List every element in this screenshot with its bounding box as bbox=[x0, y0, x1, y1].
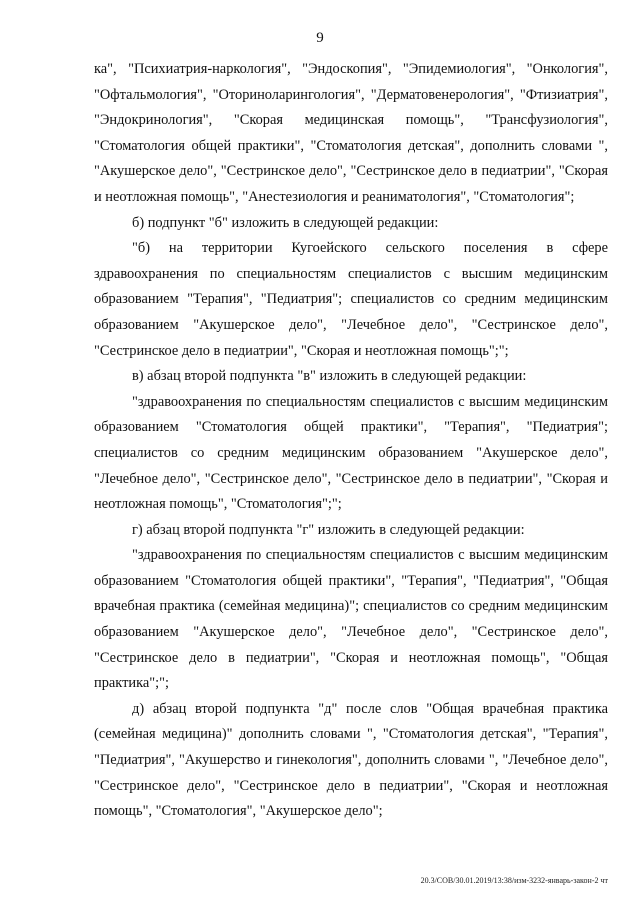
paragraph-g-text: "здравоохранения по специальностям специалистов с высшим медицинским образованием "Стоматология общей практики", "Терапия", "Педиатрия", "Общая врачебная практика (семейная медицина)"; специалистов со средним медицинским образованием "Акушерское дело", "Лечебное дело", "Сестринское дело", "Сестринское дело в педиатрии", "Скорая и неотложная помощь", "Общая практика";"; bbox=[94, 547, 608, 692]
paragraph-g-intro: г) абзац второй подпункта "г" изложить в следующей редакции: bbox=[132, 521, 525, 538]
paragraph-b-text: "б) на территории Кугоейского сельского поселения в сфере здравоохранения по специальностям специалистов с высшим медицинским образованием "Терапия", "Педиатрия"; специалистов со средним медицинским образованием "Акушерское дело", "Лечебное дело", "Сестринское дело", "Сестринское дело в педиатрии", "Скорая и неотложная помощь";"; bbox=[94, 240, 608, 359]
paragraph-v-text: "здравоохранения по специальностям специалистов с высшим медицинским образованием "Стоматология общей практики", "Терапия", "Педиатрия"; специалистов со средним медицинским образованием "Акушерское дело", "Лечебное дело", "Сестринское дело", "Сестринское дело в педиатрии", "Скорая и неотложная помощь", "Стоматология";"; bbox=[94, 393, 608, 513]
page-number: 9 bbox=[316, 30, 324, 46]
paragraph-d-text: д) абзац второй подпункта "д" после слов "Общая врачебная практика (семейная медицина)" дополнить словами ", "Стоматология детская", "Терапия", "Педиатрия", "Акушерство и гинекология", дополнить словами ", "Лечебное дело", "Сестринское дело", "Сестринское дело в педиатрии", "Скорая и неотложная помощь", "Стоматология", "Акушерское дело"; bbox=[94, 700, 608, 820]
paragraph-b-intro: б) подпункт "б" изложить в следующей редакции: bbox=[132, 214, 439, 231]
paragraph-continuation: ка", "Психиатрия-наркология", "Эндоскопия", "Эпидемиология", "Онкология", "Офтальмология", "Оториноларингология", "Дерматовенерология", "Фтизиатрия", "Эндокринология", "Скорая медицинская помощь", "Трансфузиология", "Стоматология общей практики", "Стоматология детская", дополнить словами ", "Акушерское дело", "Сестринское дело", "Сестринское дело в педиатрии", "Скорая и неотложная помощь", "Анестезиология и реаниматология", "Стоматология"; bbox=[94, 61, 608, 205]
paragraph-v-intro: в) абзац второй подпункта "в" изложить в следующей редакции: bbox=[132, 368, 527, 385]
document-body bbox=[94, 57, 608, 825]
footer-document-code: 20.3/СОВ/30.01.2019/13:38/изм-3232-январь-закон-2 чт bbox=[420, 876, 608, 885]
